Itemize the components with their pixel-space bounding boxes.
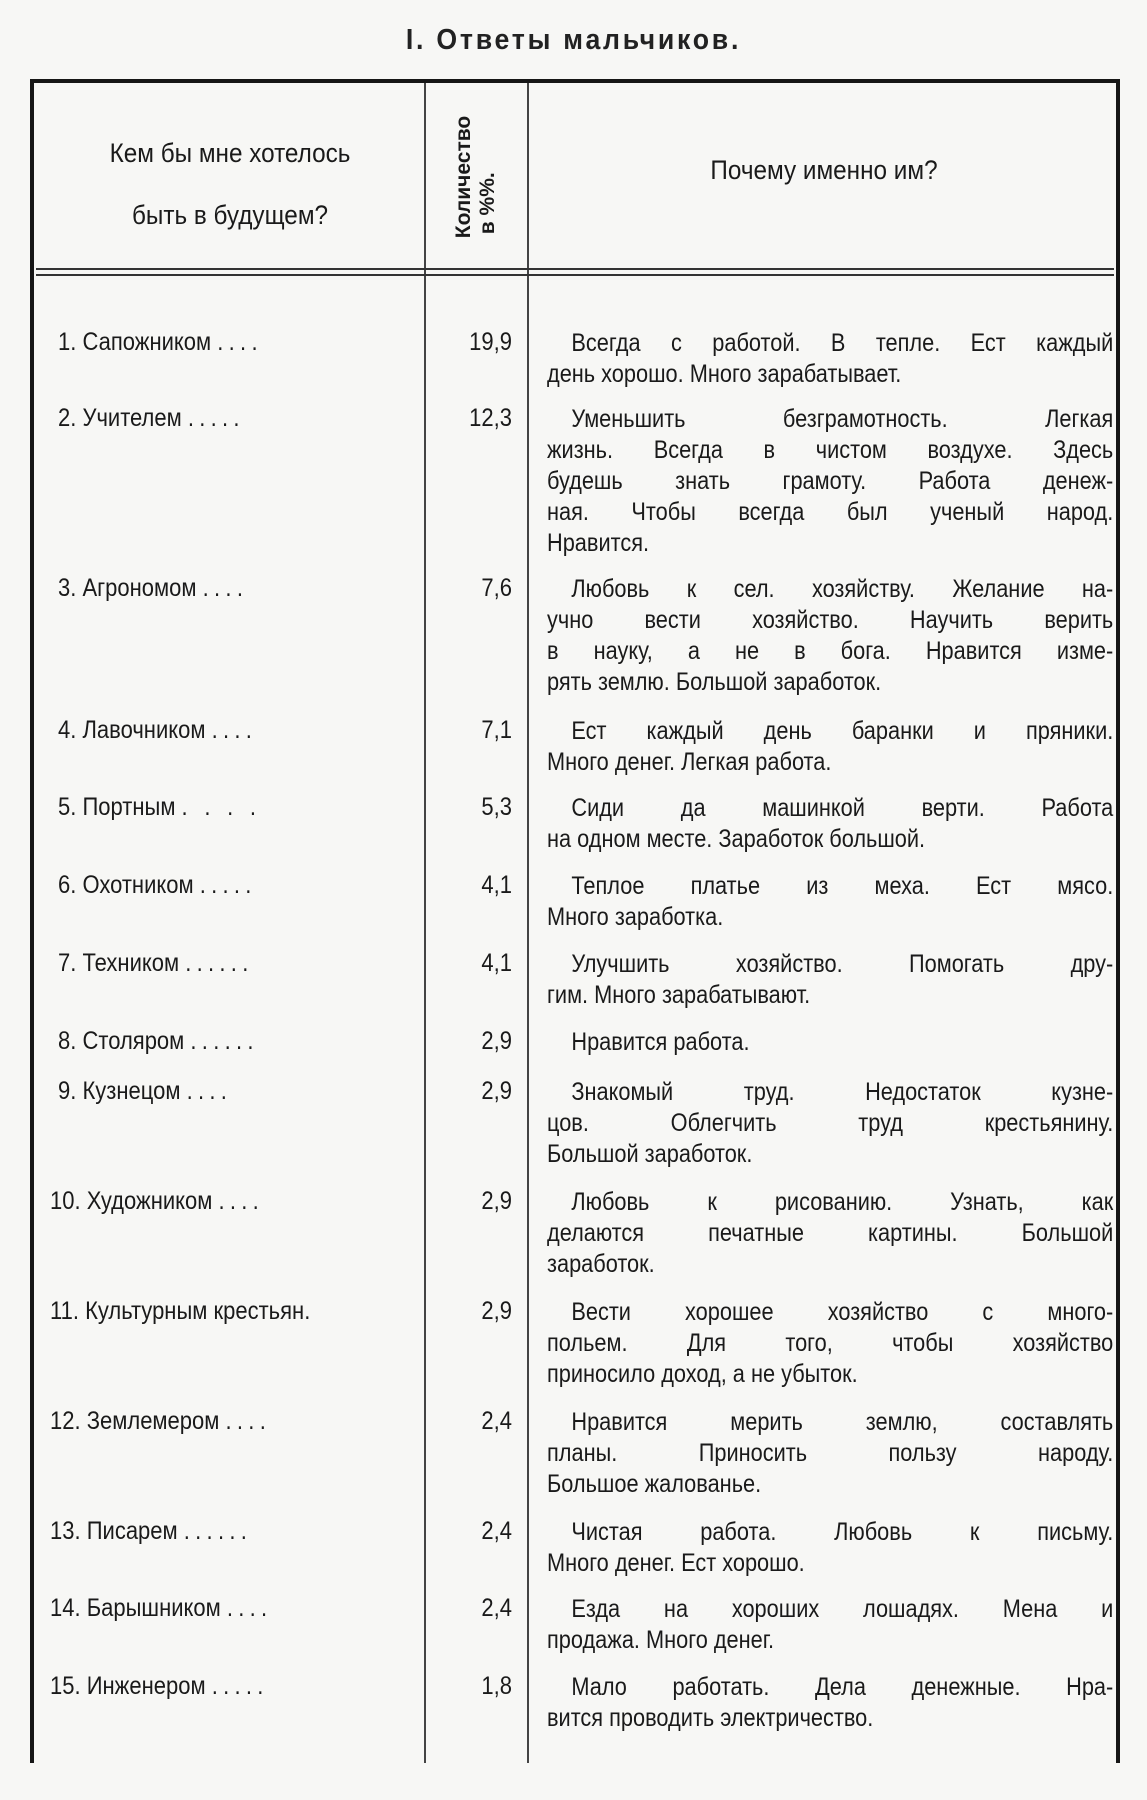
reason-line: Уменьшить безграмотность. Легкая	[571, 405, 1114, 433]
row-number: 3.	[58, 574, 77, 602]
reason-cell	[547, 793, 1113, 855]
percent-cell: 7,1	[481, 716, 512, 744]
header-rule	[36, 268, 1114, 270]
leader-dots: .....	[187, 404, 245, 432]
reason-cell	[547, 1297, 1113, 1390]
occupation-cell	[58, 871, 375, 900]
row-number: 2.	[58, 404, 77, 432]
occupation-name: Охотником	[82, 871, 194, 899]
occupation-name: Барышником	[86, 1594, 221, 1622]
occupation-cell	[58, 574, 375, 603]
reason-line: Любовь к рисованию. Узнать, как	[571, 1188, 1114, 1216]
occupation-cell	[58, 793, 375, 822]
reason-line: Знакомый труд. Недостаток кузне-	[571, 1078, 1114, 1106]
occupation-cell	[58, 1027, 375, 1056]
reason-line: Большое жалованье.	[547, 1470, 762, 1498]
reason-line: день хорошо. Много зарабатывает.	[547, 360, 902, 388]
occupation-name: Лавочником	[82, 716, 206, 744]
leader-dots: ......	[190, 1027, 259, 1055]
leader-dots: .....	[211, 1672, 269, 1700]
reason-line: польем. Для того, чтобы хозяйство	[547, 1329, 1114, 1357]
header-rule	[36, 274, 1114, 276]
reason-line: приносило доход, а не убыток.	[547, 1360, 858, 1388]
row-number: 9.	[58, 1077, 77, 1105]
header-percent-line: Количество	[452, 115, 475, 239]
percent-cell: 1,8	[481, 1672, 512, 1700]
header-percent-line: в %%.	[476, 172, 499, 235]
occupation-name: Учителем	[82, 404, 182, 432]
occupation-name: Культурным крестьян.	[85, 1297, 311, 1325]
reason-line: Много денег. Легкая работа.	[547, 748, 832, 776]
reason-cell	[547, 1594, 1113, 1656]
reason-cell	[547, 1027, 1113, 1058]
row-number: 4.	[58, 716, 77, 744]
occupation-cell	[58, 716, 375, 745]
percent-cell: 19,9	[469, 328, 512, 356]
leader-dots: ....	[211, 716, 258, 744]
leader-dots: . . . .	[181, 793, 262, 821]
percent-cell: 4,1	[481, 949, 512, 977]
occupation-name: Техником	[82, 949, 180, 977]
header-occupation-line: Кем бы мне хотелось	[109, 138, 351, 168]
reason-line: Всегда с работой. В тепле. Ест каждый	[571, 329, 1114, 357]
leader-dots: ....	[217, 328, 263, 356]
reason-line: Ест каждый день баранки и пряники.	[571, 717, 1114, 745]
occupation-cell	[58, 949, 375, 978]
reason-line: будешь знать грамоту. Работа денеж-	[547, 467, 1114, 495]
reason-cell	[547, 1672, 1113, 1734]
occupation-cell	[58, 328, 375, 357]
reason-line: жизнь. Всегда в чистом воздухе. Здесь	[547, 436, 1114, 464]
reason-line: делаются печатные картины. Большой	[547, 1219, 1114, 1247]
row-number: 11.	[50, 1297, 79, 1325]
occupation-name: Художником	[86, 1187, 213, 1215]
leader-dots: ....	[186, 1077, 233, 1105]
occupation-name: Агрономом	[82, 574, 197, 602]
reason-cell	[547, 1187, 1113, 1280]
occupation-name: Инженером	[86, 1672, 206, 1700]
leader-dots: .....	[199, 871, 257, 899]
percent-cell: 2,9	[481, 1187, 512, 1215]
table-title: I. Ответы мальчиков.	[405, 24, 742, 56]
reason-line: Сиди да машинкой верти. Работа	[571, 794, 1114, 822]
percent-cell: 2,9	[481, 1077, 512, 1105]
occupation-cell	[50, 1594, 367, 1623]
reason-line: Нравится мерить землю, составлять	[571, 1408, 1114, 1436]
percent-cell: 12,3	[469, 404, 512, 432]
occupation-cell	[58, 1077, 375, 1106]
reason-line: заработок.	[547, 1250, 655, 1278]
reason-line: в науку, а не в бога. Нравится изме-	[547, 637, 1114, 665]
reason-line: Улучшить хозяйство. Помогать дру-	[571, 950, 1114, 978]
leader-dots: ....	[225, 1407, 272, 1435]
reason-line: Теплое платье из меха. Ест мясо.	[571, 872, 1114, 900]
reason-line: Чистая работа. Любовь к письму.	[571, 1518, 1114, 1546]
reason-line: Нравится работа.	[571, 1028, 750, 1056]
reason-line: Мало работать. Дела денежные. Нра-	[571, 1673, 1114, 1701]
reason-line: Езда на хороших лошадях. Мена и	[571, 1595, 1114, 1623]
header-percent	[428, 90, 524, 264]
table-top-border	[30, 79, 1120, 83]
occupation-name: Землемером	[86, 1407, 220, 1435]
percent-cell: 7,6	[481, 574, 512, 602]
occupation-cell	[58, 404, 375, 433]
percent-cell: 5,3	[481, 793, 512, 821]
reason-line: Любовь к сел. хозяйству. Желание на-	[571, 575, 1114, 603]
reason-cell	[547, 1077, 1113, 1170]
reason-line: рять землю. Большой заработок.	[547, 668, 882, 696]
reason-cell	[547, 949, 1113, 1011]
reason-line: на одном месте. Заработок большой.	[547, 825, 926, 853]
row-number: 8.	[58, 1027, 77, 1055]
percent-cell: 2,4	[481, 1517, 512, 1545]
header-reason: Почему именно им?	[710, 155, 938, 185]
reason-cell	[547, 404, 1113, 559]
header-occupation	[59, 122, 401, 246]
table-right-border	[1116, 81, 1120, 1763]
occupation-name: Портным	[82, 793, 176, 821]
reason-line: цов. Облегчить труд крестьянину.	[547, 1109, 1114, 1137]
reason-cell	[547, 574, 1113, 698]
column-divider	[424, 83, 426, 1763]
row-number: 7.	[58, 949, 77, 977]
reason-line: вится проводить электричество.	[547, 1704, 874, 1732]
reason-cell	[547, 1517, 1113, 1579]
reason-line: Нравится.	[547, 529, 650, 557]
row-number: 12.	[50, 1407, 81, 1435]
reason-line: гим. Много зарабатывают.	[547, 981, 811, 1009]
header-occupation-line: быть в будущем?	[131, 200, 329, 230]
table-left-border	[30, 83, 34, 1763]
percent-cell: 2,9	[481, 1027, 512, 1055]
leader-dots: ......	[183, 1517, 253, 1545]
reason-line: планы. Приносить пользу народу.	[547, 1439, 1114, 1467]
occupation-cell	[50, 1297, 367, 1326]
occupation-cell	[50, 1672, 367, 1701]
percent-cell: 2,4	[481, 1594, 512, 1622]
row-number: 10.	[50, 1187, 81, 1215]
reason-cell	[547, 1407, 1113, 1500]
reason-cell	[547, 871, 1113, 933]
reason-line: учно вести хозяйство. Научить верить	[547, 606, 1114, 634]
reason-line: Вести хорошее хозяйство с много-	[571, 1298, 1114, 1326]
percent-cell: 4,1	[481, 871, 512, 899]
reason-cell	[547, 328, 1113, 390]
reason-line: Много денег. Ест хорошо.	[547, 1549, 805, 1577]
occupation-cell	[50, 1517, 367, 1546]
occupation-cell	[50, 1407, 367, 1436]
occupation-name: Кузнецом	[82, 1077, 181, 1105]
leader-dots: ....	[202, 574, 249, 602]
reason-line: ная. Чтобы всегда был ученый народ.	[547, 498, 1114, 526]
row-number: 15.	[50, 1672, 81, 1700]
reason-line: Много заработка.	[547, 903, 724, 931]
percent-cell: 2,4	[481, 1407, 512, 1435]
reason-line: Большой заработок.	[547, 1140, 753, 1168]
row-number: 1.	[58, 328, 77, 356]
row-number: 13.	[50, 1517, 81, 1545]
row-number: 14.	[50, 1594, 81, 1622]
column-divider	[527, 83, 529, 1763]
reason-line: продажа. Много денег.	[547, 1626, 775, 1654]
occupation-name: Столяром	[82, 1027, 185, 1055]
occupation-cell	[50, 1187, 367, 1216]
percent-cell: 2,9	[481, 1297, 512, 1325]
row-number: 5.	[58, 793, 77, 821]
leader-dots: ......	[185, 949, 254, 977]
occupation-name: Писарем	[86, 1517, 178, 1545]
occupation-name: Сапожником	[82, 328, 212, 356]
row-number: 6.	[58, 871, 77, 899]
leader-dots: ....	[218, 1187, 265, 1215]
leader-dots: ....	[226, 1594, 273, 1622]
reason-cell	[547, 716, 1113, 778]
